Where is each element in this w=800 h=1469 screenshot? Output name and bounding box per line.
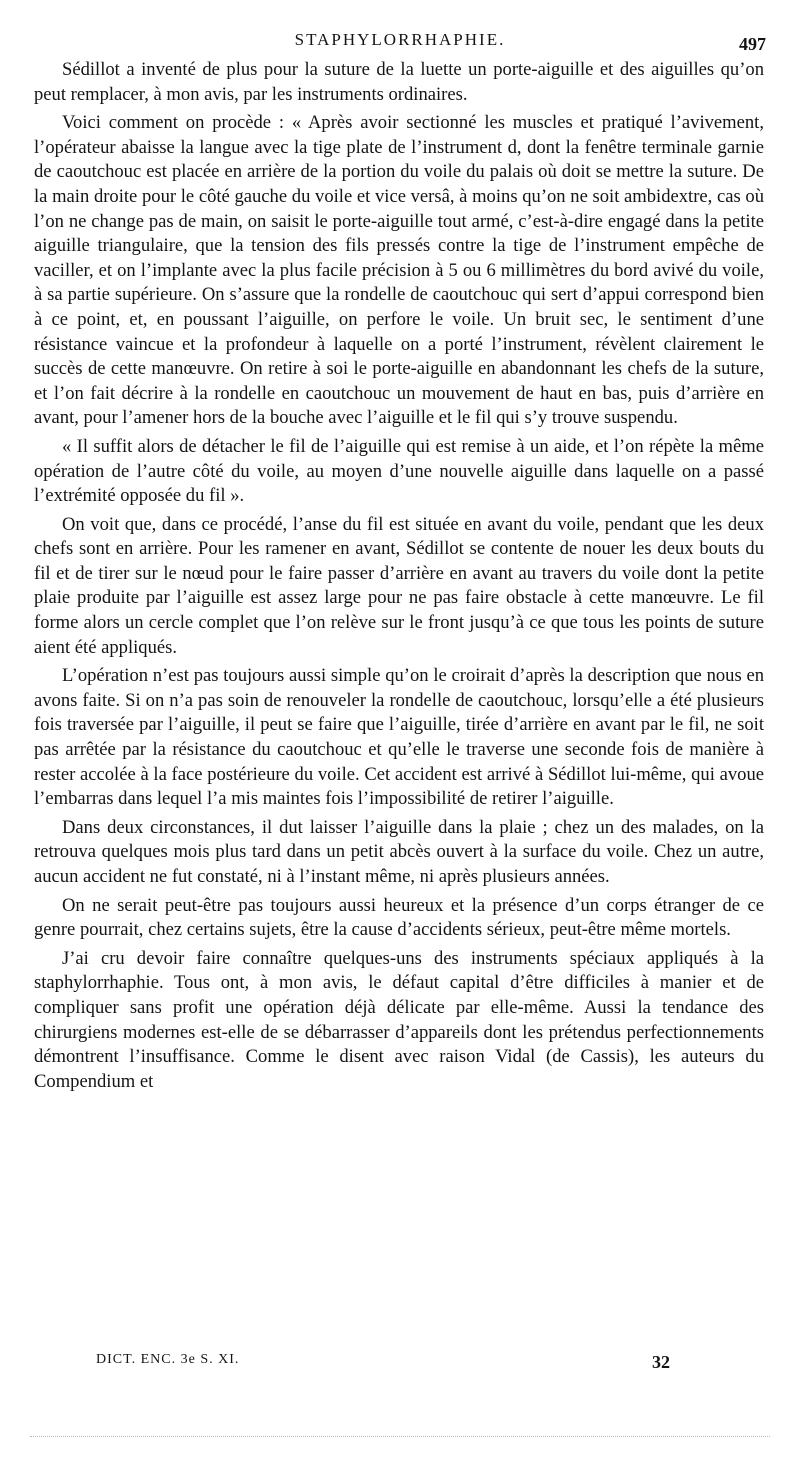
bottom-divider	[30, 1436, 770, 1437]
page-footer	[0, 1352, 800, 1376]
paragraph: On voit que, dans ce procédé, l’anse du fil est située en avant du voile, pendant que les deux chefs sont en arrière. Pour les ramener en avant, Sédillot se contente de nouer les deux bouts du fil et de tirer sur le nœud pour le faire passer d’arrière en avant au travers du voile dont la petite plaie produite par l’aiguille est assez large pour ne pas faire obstacle à cette manœuvre. Le fil forme alors un cercle complet que l’on relève sur le front jusqu’à ce que tous les points de suture aient été appliqués.	[34, 513, 764, 658]
paragraph: « Il suffit alors de détacher le fil de l’aiguille qui est remise à un aide, et l’on répète la même opération de l’autre côté du voile, au moyen d’une nouvelle aiguille dans laquelle on a passé l’extrémité opposée du fil ».	[34, 435, 764, 507]
body-text	[34, 58, 764, 1098]
paragraph: On ne serait peut-être pas toujours aussi heureux et la présence d’un corps étranger de ce genre pourrait, chez certains sujets, être la cause d’accidents sérieux, peut-être même mortels.	[34, 894, 764, 941]
footer-sheet-number: 32	[652, 1352, 670, 1372]
paragraph: Sédillot a inventé de plus pour la suture de la luette un porte-aiguille et des aiguilles qu’on peut remplacer, à mon avis, par les instruments ordinaires.	[34, 59, 764, 105]
paragraph: L’opération n’est pas toujours aussi simple qu’on le croirait d’après la description que nous en avons faite. Si on n’a pas soin de renouveler la rondelle de caoutchouc, lorsqu’elle a été plusieurs fois traversée par l’aiguille, il peut se faire que l’aiguille, tirée d’arrière en avant par le fil, ne soit pas arrêtée par la résistance du caoutchouc et qu’elle le traverse une seconde fois de manière à rester accolée à la face postérieure du voile. Cet accident est arrivé à Sédillot lui-même, qui avoue l’embarras dans lequel l’a mis maintes fois l’impossibilité de retirer l’aiguille.	[34, 665, 764, 810]
page-number: 497	[739, 34, 766, 54]
paragraph: Dans deux circonstances, il dut laisser l’aiguille dans la plaie ; chez un des malades, on la retrouva quelques mois plus tard dans un petit abcès ouvert à la surface du voile. Chez un autre, aucun accident ne fut constaté, ni à l’instant même, ni après plusieurs années.	[34, 816, 764, 887]
paragraph: J’ai cru devoir faire connaître quelques-uns des instruments spéciaux appliqués à la staphylorrhaphie. Tous ont, à mon avis, le défaut capital d’être difficiles à manier et de compliquer sans profit une opération déjà délicate par elle-même. Aussi la tendance des chirurgiens modernes est-elle de se débarrasser d’appareils dont les prétendus perfectionnements démontrent l’insuffisance. Comme le disent avec raison Vidal (de Cassis), les auteurs du Compendium et	[34, 947, 764, 1092]
paragraph: Voici comment on procède : « Après avoir sectionné les muscles et pratiqué l’avivement, l’opérateur abaisse la langue avec la tige plate de l’instrument d, dont la fenêtre terminale garnie de caoutchouc est placée en arrière de la portion du voile du palais où doit se mettre la suture. De la main droite pour le côté gauche du voile et vice versâ, à moins qu’on ne soit ambidextre, cas où l’on ne change pas de main, on saisit le porte-aiguille tout armé, c’est-à-dire engagé dans la petite aiguille triangulaire, que la tension des fils pressés contre la tige de l’instrument empêche de vaciller, et on l’implante avec la plus facile précision à 5 ou 6 millimètres du bord avivé du voile, à sa partie supérieure. On s’assure que la rondelle de caoutchouc qui sert d’appui correspond bien à ce point, et, en poussant l’aiguille, on perfore le voile. Un bruit sec, le sentiment d’une résistance vaincue et la profondeur à laquelle on a porté l’instrument, révèlent clairement le succès de cette manœuvre. On retire à soi le porte-aiguille en abandonnant les chefs de la suture, et l’on fait décrire à la rondelle en caoutchouc un mouvement de haut en bas, puis d’arrière en avant, pour l’amener hors de la bouche avec l’aiguille et le fil qui s’y trouve suspendu.	[34, 112, 764, 429]
running-title: STAPHYLORRHAPHIE.	[294, 30, 506, 49]
footer-signature: DICT. ENC. 3e S. XI.	[96, 1352, 240, 1367]
